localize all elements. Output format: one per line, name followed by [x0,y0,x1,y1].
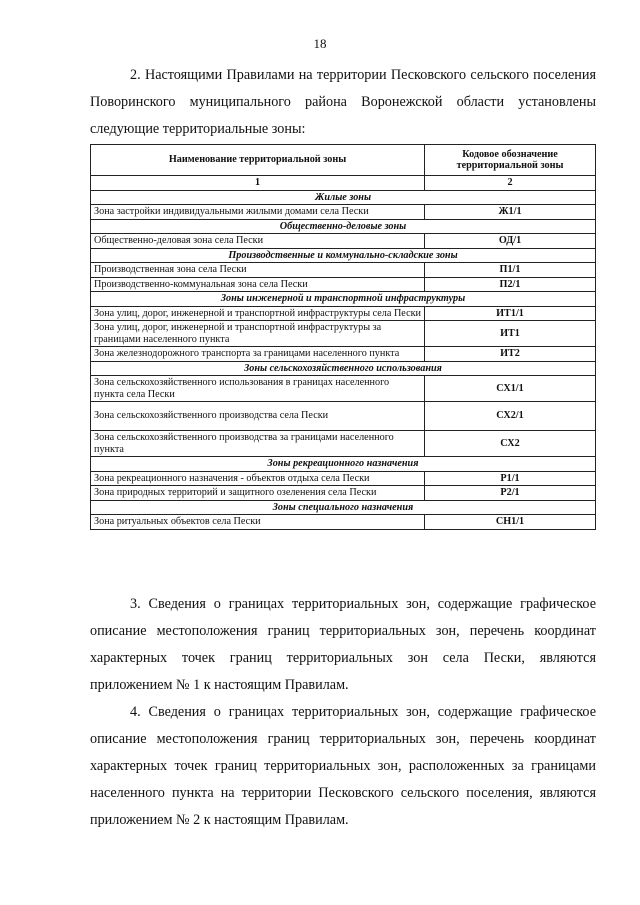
zone-group-label: Жилые зоны [91,190,596,205]
table-row [91,347,596,362]
table-row [91,205,596,220]
table-row [91,306,596,321]
table-body [91,190,596,529]
table-group-row [91,248,596,263]
zone-code: СХ2 [425,431,596,457]
zone-name: Зона застройки индивидуальными жилыми домами села Пески [91,205,425,220]
zone-code: ИТ1 [425,321,596,347]
table-row [91,515,596,530]
zone-group-label: Зоны инженерной и транспортной инфраструктуры [91,292,596,307]
table-group-row [91,500,596,515]
zone-code: СН1/1 [425,515,596,530]
zone-code: ИТ1/1 [425,306,596,321]
zone-code: Р2/1 [425,486,596,501]
zone-code: ОД/1 [425,234,596,249]
zone-code: СХ2/1 [425,402,596,431]
zone-group-label: Зоны специального назначения [91,500,596,515]
zone-group-label: Зоны сельскохозяйственного использования [91,361,596,376]
zone-name: Зона улиц, дорог, инженерной и транспортной инфраструктуры села Пески [91,306,425,321]
zone-name: Зона сельскохозяйственного производства села Пески [91,402,425,431]
table-header-row [91,145,596,176]
intro-text: 2. Настоящими Правилами на территории Песковского сельского поселения Поворинского муниципального района Воронежской области установлены следующие территориальные зоны: [90,67,596,137]
table-row [91,431,596,457]
zone-code: П2/1 [425,277,596,292]
intro-paragraph [90,62,596,143]
table-row [91,486,596,501]
table-row [91,263,596,278]
zone-group-label: Общественно-деловые зоны [91,219,596,234]
zone-name: Производственная зона села Пески [91,263,425,278]
zone-name: Производственно-коммунальная зона села Пески [91,277,425,292]
table-row [91,376,596,402]
zone-name: Общественно-деловая зона села Пески [91,234,425,249]
zone-name: Зона ритуальных объектов села Пески [91,515,425,530]
zone-name: Зона сельскохозяйственного производства за границами населенного пункта [91,431,425,457]
page-number: 18 [313,36,327,51]
zone-name: Зона природных территорий и защитного озеленения села Пески [91,486,425,501]
paragraph-4-text: 4. Сведения о границах территориальных зон, содержащие графическое описание местоположения границ территориальных зон, перечень координат характерных точек границ территориальных зон, расположенных за границами населенного пункта на территории Песковского сельского поселения, являются приложением № 2 к настоящим Правилам. [90,704,596,828]
table-group-row [91,457,596,472]
table-row [91,234,596,249]
table-group-row [91,292,596,307]
table-group-row [91,219,596,234]
zone-code: СХ1/1 [425,376,596,402]
territorial-zones-table [90,144,596,530]
zone-name: Зона рекреационного назначения - объектов отдыха села Пески [91,471,425,486]
table-row [91,277,596,292]
zone-code: Р1/1 [425,471,596,486]
paragraph-3-text: 3. Сведения о границах территориальных зон, содержащие графическое описание местоположения границ территориальных зон, перечень координат характерных точек границ территориальных зон села Пески, являются приложением № 1 к настоящим Правилам. [90,596,596,693]
zone-code: П1/1 [425,263,596,278]
paragraph-3 [90,591,596,699]
table-group-row [91,361,596,376]
col-header-name: Наименование территориальной зоны [91,145,425,176]
paragraph-4 [90,699,596,834]
zone-name: Зона сельскохозяйственного использования в границах населенного пункта села Пески [91,376,425,402]
zone-group-label: Производственные и коммунально-складские зоны [91,248,596,263]
zone-name: Зона улиц, дорог, инженерной и транспортной инфраструктуры за границами населенного пункта [91,321,425,347]
table-number-row [91,176,596,191]
zone-code: Ж1/1 [425,205,596,220]
col-number-1: 1 [91,176,425,191]
zone-name: Зона железнодорожного транспорта за границами населенного пункта [91,347,425,362]
table-row [91,321,596,347]
table-group-row [91,190,596,205]
col-number-2: 2 [425,176,596,191]
zone-code: ИТ2 [425,347,596,362]
table-row [91,471,596,486]
zone-group-label: Зоны рекреационного назначения [91,457,596,472]
table-row [91,402,596,431]
col-header-code: Кодовое обозначение территориальной зоны [425,145,596,176]
